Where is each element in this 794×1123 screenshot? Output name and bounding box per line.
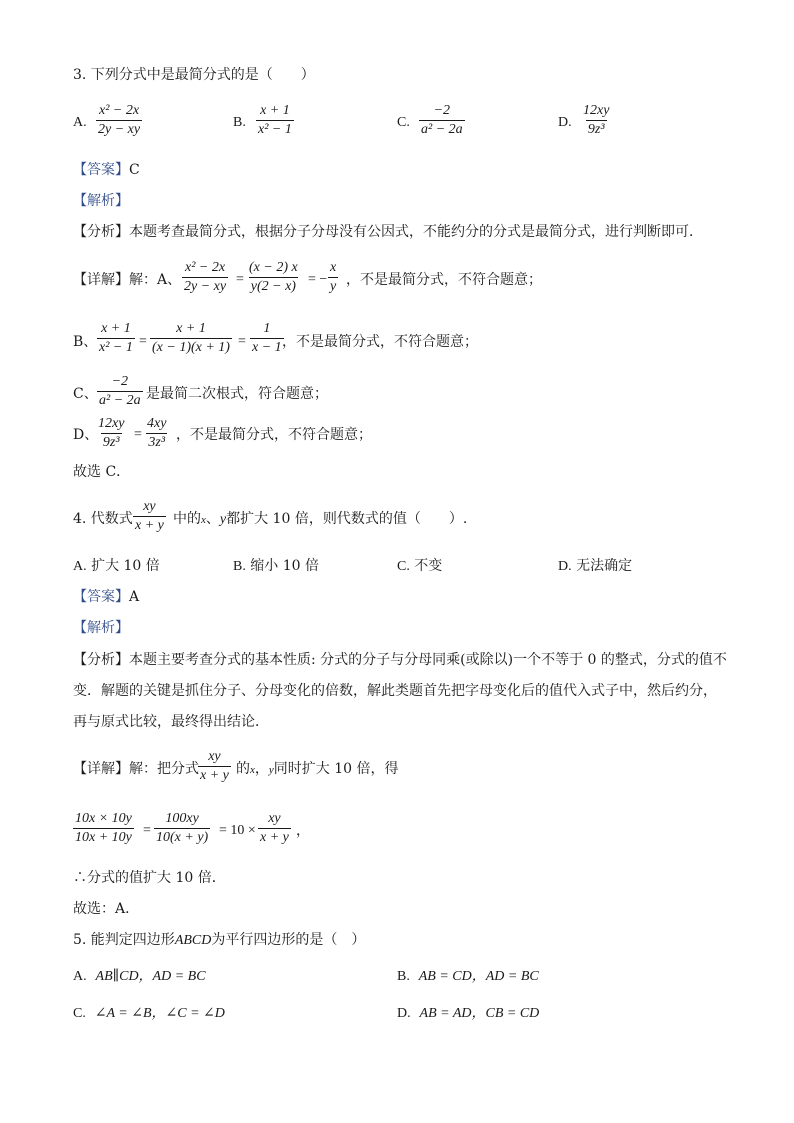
q3-d-suffix: ，不是最简分式，不符合题意；: [176, 427, 372, 443]
q3-a-eq-1: =: [236, 272, 244, 287]
numerator: −2: [111, 374, 129, 389]
q4-conclusion: 故选：A．: [73, 901, 140, 917]
denominator: (x − 1)(x + 1): [152, 340, 230, 355]
numerator: 100xy: [165, 811, 199, 826]
shape-name: ABCD: [174, 933, 212, 948]
denominator: 2y − xy: [184, 279, 227, 294]
xiangjie-tag: 【详解】: [73, 761, 129, 777]
denominator: x² − 1: [99, 340, 133, 355]
q3-option-a-fraction: [96, 104, 142, 137]
denominator: a² − 2a: [421, 122, 463, 137]
denominator: a² − 2a: [99, 393, 141, 408]
stem-post: 为平行四边形的是（ ）: [211, 932, 366, 948]
q3-option-b-fraction: [256, 104, 294, 137]
fenxi-tag: 【分析】: [73, 652, 129, 668]
q3-d-frac-2: [145, 417, 168, 450]
numerator: −2: [433, 103, 451, 118]
q4-xiangjie-post: [236, 762, 399, 776]
denominator: x − 1: [252, 340, 282, 355]
answer-value: C: [129, 162, 140, 178]
numerator: x + 1: [176, 321, 206, 336]
denominator: 3z³: [148, 435, 166, 450]
stem-mid-1: 中的: [173, 511, 201, 527]
q4-eq-sign-1: =: [143, 823, 151, 838]
q4-stem-pre: 4. 代数式: [73, 511, 133, 527]
q3-option-a-letter: A.: [73, 115, 87, 130]
option-text: AB = CD，AD = BC: [418, 969, 539, 984]
option-letter: C.: [73, 1006, 86, 1021]
var-x: x: [201, 514, 206, 526]
numerator: (x − 2) x: [249, 260, 298, 275]
denominator: 10x + 10y: [75, 830, 132, 845]
q3-a-frac-3: [328, 261, 338, 294]
option-text: 无法确定: [576, 558, 633, 574]
q5-option-b: [397, 969, 539, 984]
q3-b-eq-1: =: [139, 334, 147, 349]
denominator: 9z³: [587, 122, 605, 137]
option-text: ∠A = ∠B，∠C = ∠D: [94, 1006, 225, 1021]
q3-conclusion: 故选 C．: [73, 464, 131, 480]
denominator: x + y: [200, 768, 229, 783]
line-a-prefix: 解：A、: [129, 272, 182, 288]
q4-option-a: [73, 559, 160, 574]
q4-eq-frac-3: [258, 812, 291, 845]
q3-option-b-letter: B.: [233, 115, 246, 130]
q3-b-eq-2: =: [238, 334, 246, 349]
q3-a-suffix: ，不是最简分式，不符合题意；: [346, 272, 542, 288]
numerator: x² − 2x: [99, 103, 140, 118]
xj-mid: 的: [236, 761, 250, 777]
q3-b-frac-1: [97, 322, 135, 355]
q3-stem: 3. 下列分式中是最简分式的是（ ）: [73, 67, 315, 83]
q4-option-c: [397, 559, 442, 574]
q3-b-frac-3: [250, 322, 284, 355]
fenxi-text: 本题主要考查分式的基本性质: 分式的分子与分母同乘(或除以)一个不等于 0 的整式，分式的值不: [129, 652, 727, 668]
xj-comma: ，: [254, 761, 269, 777]
q5-stem: [73, 933, 365, 948]
option-text: 不变: [414, 558, 443, 574]
denominator: 9z³: [102, 435, 120, 450]
q3-answer-line: [73, 163, 140, 177]
q3-b-prefix: B、: [73, 334, 98, 350]
q3-a-minus: = −: [308, 272, 328, 287]
option-letter: B.: [397, 969, 410, 984]
numerator: 12xy: [583, 103, 610, 118]
q4-answer-line: [73, 590, 139, 604]
xiangjie-text: 解：把分式: [129, 761, 199, 777]
q4-eq-frac-2: [154, 812, 210, 845]
denominator: 10(x + y): [156, 830, 209, 845]
q3-option-d-letter: D.: [558, 115, 572, 130]
option-letter: D.: [397, 1006, 411, 1021]
numerator: x + 1: [101, 321, 131, 336]
fenxi-text: 本题考查最简分式，根据分子分母没有公因式，不能约分的分式是最简分式，进行判断即可．: [129, 224, 703, 240]
option-text: 缩小 10 倍: [250, 558, 320, 574]
q3-d-eq: =: [134, 427, 142, 442]
option-text: AB = AD，CB = CD: [419, 1006, 540, 1021]
q4-therefore: ∴分式的值扩大 10 倍．: [73, 870, 226, 886]
numerator: 1: [263, 321, 271, 336]
option-letter: B.: [233, 559, 246, 574]
fenxi-tag: 【分析】: [73, 224, 129, 240]
q4-eq-frac-1: [73, 812, 134, 845]
denominator: x + y: [135, 518, 164, 533]
q3-fenxi-line: [73, 225, 703, 239]
option-letter: C.: [397, 559, 410, 574]
answer-value: A: [129, 589, 140, 605]
q3-a-frac-1: [182, 261, 228, 294]
q3-d-frac-1: [96, 417, 126, 450]
denominator: y: [330, 279, 337, 294]
q5-option-c: [73, 1006, 225, 1021]
denominator: 2y − xy: [98, 122, 141, 137]
var-y: y: [268, 764, 274, 776]
q4-xiangjie-pre: [73, 762, 199, 776]
q3-xiangjie-a-prefix: [73, 273, 181, 287]
var-y: y: [219, 512, 227, 527]
numerator: x: [330, 260, 337, 275]
option-letter: A.: [73, 969, 87, 984]
denominator: x + y: [260, 830, 289, 845]
q3-b-suffix: ，不是最简分式，不符合题意；: [282, 334, 478, 350]
q3-a-frac-2: [247, 261, 300, 294]
option-letter: D.: [558, 559, 572, 574]
q3-c-prefix: C、: [73, 386, 98, 402]
q4-xiangjie-fraction: [198, 750, 231, 783]
numerator: 10x × 10y: [75, 811, 132, 826]
xj-post: 同时扩大 10 倍，得: [273, 761, 399, 777]
answer-tag: 【答案】: [73, 162, 129, 178]
q4-stem-rest: [173, 512, 467, 527]
numerator: x² − 2x: [185, 260, 226, 275]
option-letter: A.: [73, 559, 87, 574]
q3-option-d-fraction: [581, 104, 611, 137]
q5-option-a: [73, 969, 206, 984]
q3-b-frac-2: [150, 322, 232, 355]
stem-pre: 5. 能判定四边形: [73, 932, 175, 948]
q4-option-d: [558, 559, 632, 574]
answer-tag: 【答案】: [73, 589, 129, 605]
q4-stem-fraction: [133, 500, 166, 533]
q5-option-d: [397, 1006, 539, 1021]
q4-fenxi-line-3: 再与原式比较，最终得出结论．: [73, 714, 269, 730]
q3-c-frac: [97, 375, 143, 408]
q4-option-b: [233, 559, 319, 574]
q3-d-prefix: D、: [73, 427, 99, 443]
numerator: xy: [208, 749, 221, 764]
numerator: 4xy: [147, 416, 167, 431]
stem-mid-2: 、: [205, 511, 220, 527]
q3-c-suffix: 是最简二次根式，符合题意；: [146, 386, 328, 402]
q4-eq-mid: = 10 ×: [219, 823, 256, 838]
numerator: x + 1: [260, 103, 290, 118]
numerator: xy: [143, 499, 156, 514]
numerator: xy: [268, 811, 281, 826]
q3-analysis-tag: 【解析】: [73, 193, 129, 209]
var-x: x: [250, 764, 255, 776]
stem-post: 都扩大 10 倍，则代数式的值（ ）.: [226, 511, 468, 527]
q3-option-c-fraction: [419, 104, 465, 137]
option-text: AB∥CD，AD = BC: [95, 969, 206, 984]
denominator: x² − 1: [258, 122, 292, 137]
denominator: y(2 − x): [250, 279, 296, 294]
q3-option-c-letter: C.: [397, 115, 410, 130]
q4-fenxi-line-2: 变．解题的关键是抓住分子、分母变化的倍数，解此类题首先把字母变化后的值代入式子中，然后约分，: [73, 683, 717, 699]
q4-analysis-tag: 【解析】: [73, 620, 129, 636]
xiangjie-tag: 【详解】: [73, 272, 129, 288]
option-text: 扩大 10 倍: [91, 558, 160, 574]
numerator: 12xy: [98, 416, 125, 431]
q4-fenxi-line-1: [73, 653, 727, 667]
q4-eq-end: ，: [296, 823, 310, 839]
